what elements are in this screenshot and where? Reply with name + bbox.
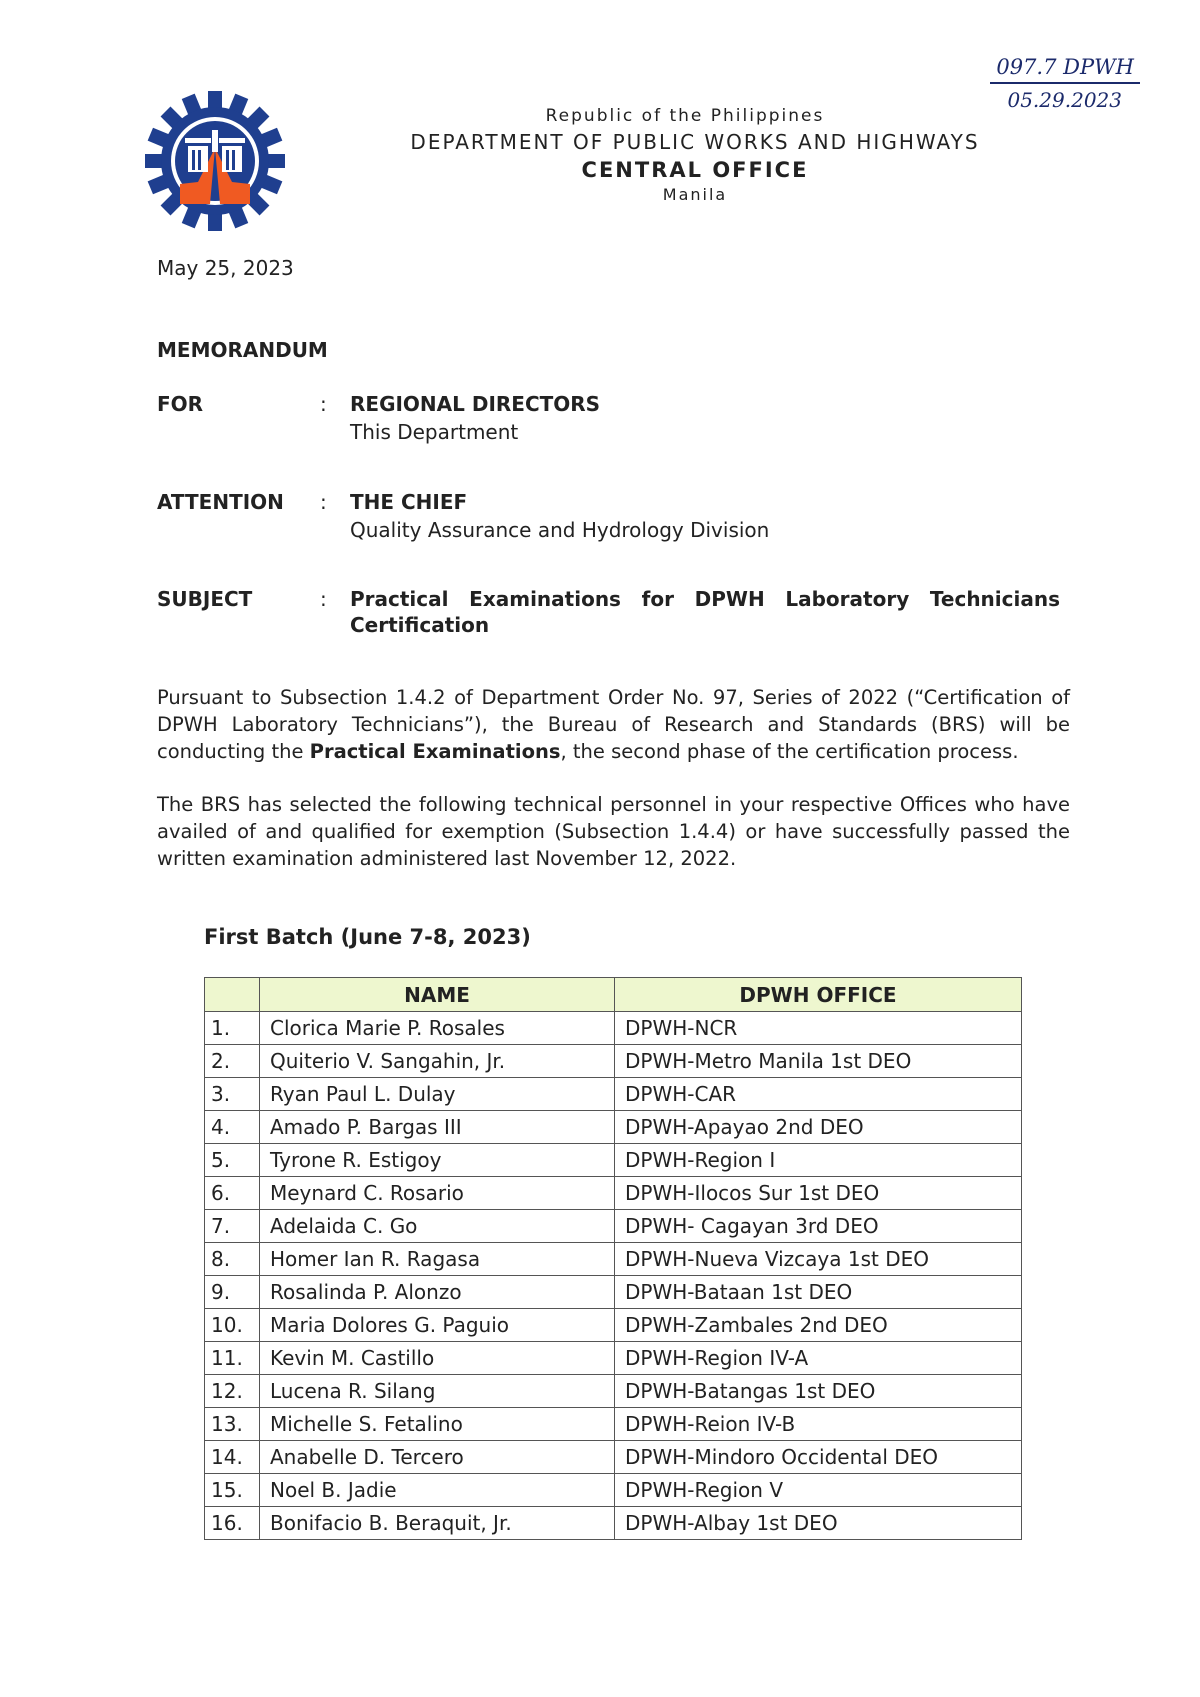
- for-recipient: REGIONAL DIRECTORS: [350, 392, 601, 416]
- subject-colon: :: [320, 587, 327, 611]
- table-row: [205, 1408, 1022, 1441]
- table-row: [205, 1243, 1022, 1276]
- table-row: [205, 1144, 1022, 1177]
- table-row: [205, 1375, 1022, 1408]
- row-name: Kevin M. Castillo: [260, 1342, 615, 1375]
- table-row: [205, 1078, 1022, 1111]
- stamp-number: 097.7 DPWH: [990, 55, 1140, 84]
- table-row: [205, 1309, 1022, 1342]
- row-number: 13.: [205, 1408, 260, 1441]
- row-office: DPWH-Region I: [615, 1144, 1022, 1177]
- row-office: DPWH-Apayao 2nd DEO: [615, 1111, 1022, 1144]
- table-row: [205, 1210, 1022, 1243]
- row-office: DPWH-Albay 1st DEO: [615, 1507, 1022, 1540]
- dpwh-logo-icon: [140, 86, 290, 236]
- row-name: Homer Ian R. Ragasa: [260, 1243, 615, 1276]
- letterhead-city: Manila: [662, 185, 728, 204]
- row-name: Michelle S. Fetalino: [260, 1408, 615, 1441]
- row-number: 9.: [205, 1276, 260, 1309]
- header-office: DPWH OFFICE: [615, 978, 1022, 1012]
- for-recipient-sub: This Department: [350, 420, 519, 444]
- row-name: Clorica Marie P. Rosales: [260, 1012, 615, 1045]
- row-office: DPWH-NCR: [615, 1012, 1022, 1045]
- table-row: [205, 1012, 1022, 1045]
- row-number: 14.: [205, 1441, 260, 1474]
- row-number: 10.: [205, 1309, 260, 1342]
- paragraph-1-text: Pursuant to Subsection 1.4.2 of Department Order No. 97, Series of 2022 (“Certification of DPWH Laboratory Technicians”), the Bureau of Research and Standards (BRS) will be conducting the: [157, 686, 1070, 763]
- row-name: Meynard C. Rosario: [260, 1177, 615, 1210]
- row-name: Lucena R. Silang: [260, 1375, 615, 1408]
- for-field: [157, 392, 1057, 452]
- paragraph-1-emphasis: Practical Examinations: [309, 740, 561, 763]
- row-office: DPWH-Reion IV-B: [615, 1408, 1022, 1441]
- table-row: [205, 1507, 1022, 1540]
- letterhead-republic: Republic of the Philippines: [545, 106, 825, 126]
- row-number: 3.: [205, 1078, 260, 1111]
- row-office: DPWH-CAR: [615, 1078, 1022, 1111]
- header-name: NAME: [260, 978, 615, 1012]
- row-office: DPWH-Metro Manila 1st DEO: [615, 1045, 1022, 1078]
- row-name: Maria Dolores G. Paguio: [260, 1309, 615, 1342]
- subject-line-1: Practical Examinations for DPWH Laboratory Technicians: [350, 587, 1060, 611]
- paragraph-1-end: , the second phase of the certification process.: [560, 740, 1019, 763]
- table-header-row: [205, 978, 1022, 1012]
- table-row: [205, 1342, 1022, 1375]
- row-number: 5.: [205, 1144, 260, 1177]
- table-row: [205, 1045, 1022, 1078]
- row-name: Bonifacio B. Beraquit, Jr.: [260, 1507, 615, 1540]
- subject-field: [157, 587, 1060, 647]
- row-name: Anabelle D. Tercero: [260, 1441, 615, 1474]
- attention-field: [157, 490, 1057, 550]
- batch-title: First Batch (June 7-8, 2023): [204, 925, 531, 949]
- row-office: DPWH-Nueva Vizcaya 1st DEO: [615, 1243, 1022, 1276]
- row-name: Quiterio V. Sangahin, Jr.: [260, 1045, 615, 1078]
- row-office: DPWH-Zambales 2nd DEO: [615, 1309, 1022, 1342]
- row-number: 6.: [205, 1177, 260, 1210]
- row-number: 15.: [205, 1474, 260, 1507]
- attention-label: ATTENTION: [157, 490, 284, 514]
- row-name: Noel B. Jadie: [260, 1474, 615, 1507]
- row-office: DPWH-Region V: [615, 1474, 1022, 1507]
- row-number: 4.: [205, 1111, 260, 1144]
- row-number: 7.: [205, 1210, 260, 1243]
- header-number: [205, 978, 260, 1012]
- attention-recipient-sub: Quality Assurance and Hydrology Division: [350, 518, 770, 542]
- table-row: [205, 1111, 1022, 1144]
- row-number: 1.: [205, 1012, 260, 1045]
- letterhead-department: DEPARTMENT OF PUBLIC WORKS AND HIGHWAYS: [410, 130, 980, 154]
- subject-label: SUBJECT: [157, 587, 253, 611]
- row-number: 16.: [205, 1507, 260, 1540]
- row-office: DPWH-Region IV-A: [615, 1342, 1022, 1375]
- row-office: DPWH-Batangas 1st DEO: [615, 1375, 1022, 1408]
- row-name: Rosalinda P. Alonzo: [260, 1276, 615, 1309]
- for-colon: :: [320, 392, 327, 416]
- table-row: [205, 1276, 1022, 1309]
- table-row: [205, 1474, 1022, 1507]
- stamp-date: 05.29.2023: [1007, 88, 1122, 112]
- row-number: 11.: [205, 1342, 260, 1375]
- memo-title: MEMORANDUM: [157, 338, 328, 362]
- table-row: [205, 1177, 1022, 1210]
- examinees-table: [204, 977, 1022, 1540]
- row-name: Ryan Paul L. Dulay: [260, 1078, 615, 1111]
- row-number: 12.: [205, 1375, 260, 1408]
- row-office: DPWH- Cagayan 3rd DEO: [615, 1210, 1022, 1243]
- row-name: Adelaida C. Go: [260, 1210, 615, 1243]
- memo-date: May 25, 2023: [157, 256, 294, 280]
- row-name: Amado P. Bargas III: [260, 1111, 615, 1144]
- row-name: Tyrone R. Estigoy: [260, 1144, 615, 1177]
- row-office: DPWH-Mindoro Occidental DEO: [615, 1441, 1022, 1474]
- paragraph-2: The BRS has selected the following technical personnel in your respective Offices who have availed of and qualified for exemption (Subsection 1.4.4) or have successfully passed the written examination administered last November 12, 2022.: [157, 793, 1070, 870]
- table-row: [205, 1441, 1022, 1474]
- received-stamp: [990, 55, 1140, 112]
- for-label: FOR: [157, 392, 204, 416]
- subject-line-2: Certification: [350, 613, 490, 637]
- row-office: DPWH-Ilocos Sur 1st DEO: [615, 1177, 1022, 1210]
- letterhead: [380, 106, 1010, 204]
- attention-colon: :: [320, 490, 327, 514]
- paragraph-1: [157, 684, 1070, 765]
- row-number: 2.: [205, 1045, 260, 1078]
- letterhead-office: CENTRAL OFFICE: [581, 158, 809, 182]
- row-number: 8.: [205, 1243, 260, 1276]
- row-office: DPWH-Bataan 1st DEO: [615, 1276, 1022, 1309]
- attention-recipient: THE CHIEF: [350, 490, 468, 514]
